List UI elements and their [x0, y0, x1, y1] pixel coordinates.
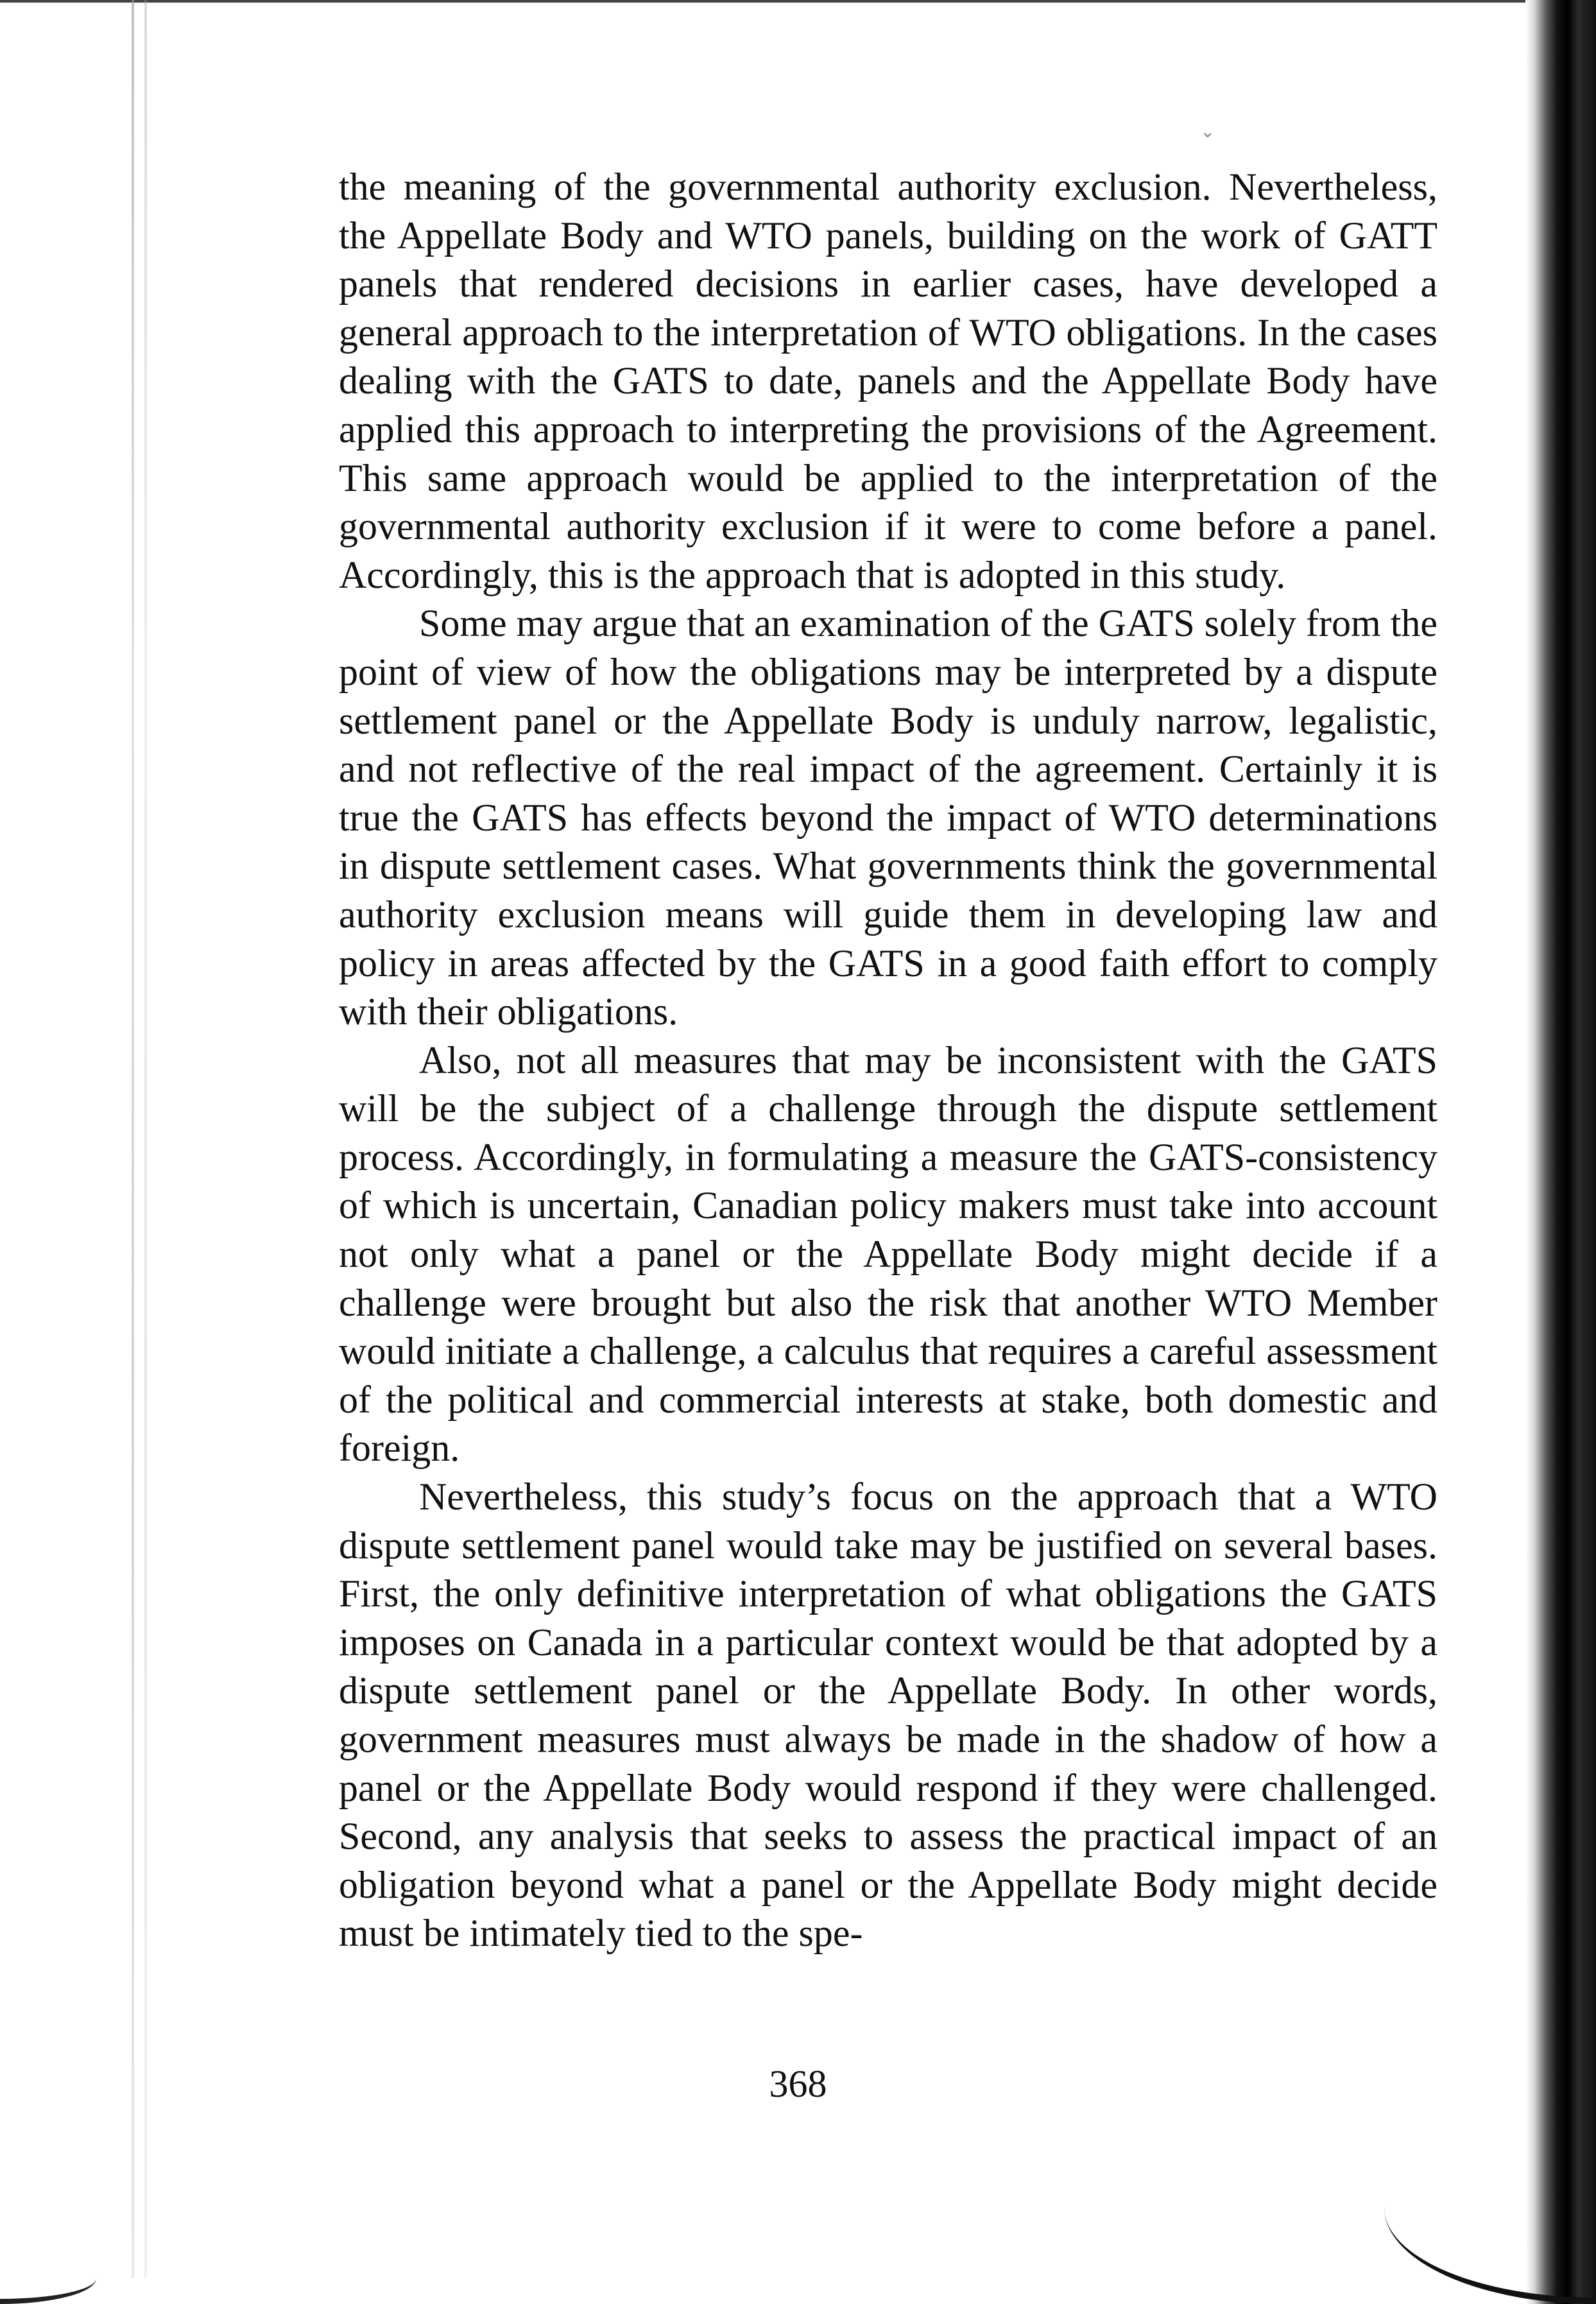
body-text [339, 163, 1437, 1958]
page-number: 368 [769, 2063, 827, 2105]
gutter-line [132, 0, 134, 2278]
paragraph: Some may argue that an examination of the GATS solely from the point of view of how the obligations may be interpreted by a dispute settlement panel or the Appellate Body is unduly narrow, legalistic, and not reflective of the real impact of the agreement. Certainly it is true the GATS has effects beyond the impact of WTO determinations in dispute settlement cases. What governments think the governmental authority exclusion means will guide them in developing law and policy in areas affected by the GATS in a good faith effort to comply with their obligations. [339, 602, 1437, 1033]
scan-binding-curve [1384, 2201, 1596, 2304]
scan-top-edge [0, 0, 1527, 3]
scan-left-gutter [0, 0, 154, 2304]
stray-mark: ⌄ [1200, 122, 1215, 142]
scan-binding-edge [1525, 0, 1596, 2304]
paragraph-continued: the meaning of the governmental authority exclusion. Nevertheless, the Appellate Body and WTO panels, building on the work of GATT panels that rendered decisions in earlier cases, have developed a general approach to the interpretation of WTO obligations. In the cases dealing with the GATS to date, panels and the Appellate Body have applied this approach to interpreting the provisions of the Agreement. This same approach would be applied to the interpretation of the governmental authority exclusion if it were to come before a panel. Accordingly, this is the approach that is adopted in this study. [339, 166, 1437, 596]
paragraph: Nevertheless, this study’s focus on the approach that a WTO dispute settlement panel would take may be justified on several bases. First, the only definitive interpretation of what obligations the GATS imposes on Canada in a particular context would be that adopted by a dispute settlement panel or the Appellate Body. In other words, government measures must always be made in the shadow of how a panel or the Appellate Body would respond if they were challenged. Second, any analysis that seeks to assess the practical impact of an obligation beyond what a panel or the Appellate Body might decide must be intimately tied to the spe- [339, 1475, 1437, 1955]
paragraph: Also, not all measures that may be inconsistent with the GATS will be the subject of a challenge through the dispute settlement process. Accordingly, in formulating a measure the GATS-consistency of which is uncertain, Canadian policy makers must take into account not only what a panel or the Appellate Body might decide if a challenge were brought but also the risk that another WTO Member would initiate a challenge, a calculus that requires a careful assessment of the political and commercial interests at stake, both domestic and foreign. [339, 1038, 1437, 1470]
gutter-line [144, 0, 147, 2278]
